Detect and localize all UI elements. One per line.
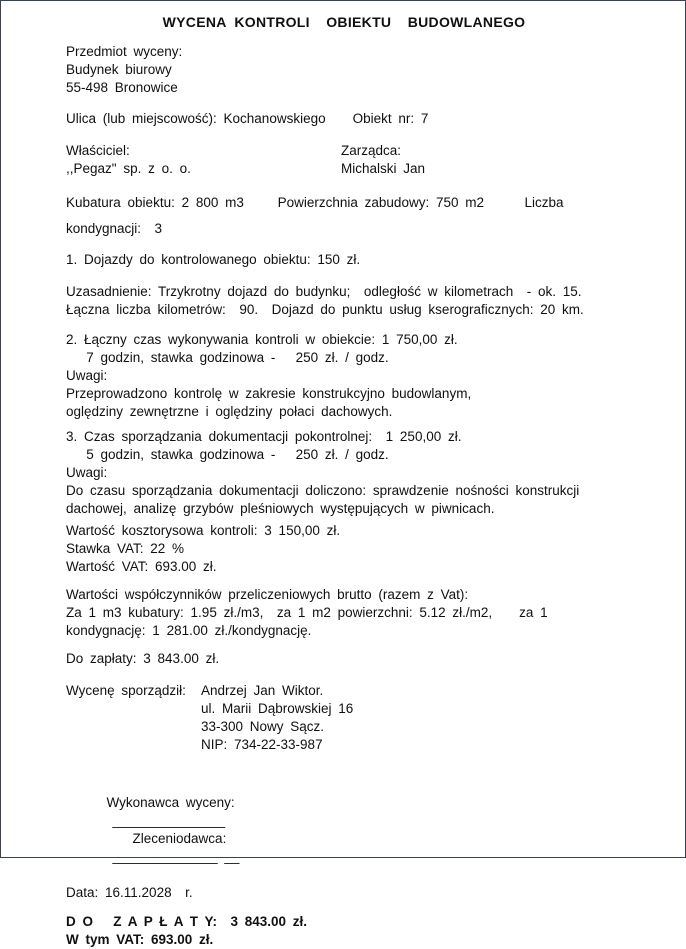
item-3-line-1: 3. Czas sporządzania dokumentacji pokontrolnej: 1 250,00 zł. (66, 429, 462, 444)
item-1-justification (66, 283, 647, 319)
parties-section (66, 142, 647, 178)
location-section (66, 110, 647, 128)
metrics-line-1: Kubatura obiektu: 2 800 m3 Powierzchnia zabudowy: 750 m2 Liczba (66, 195, 564, 210)
owner-name: ,,Pegaz" sp. z o. o. (66, 161, 191, 176)
coefficients-line-1: Wartości współczynników przeliczeniowych brutto (razem z Vat): (66, 587, 469, 602)
justification-line-1: Uzasadnienie: Trzykrotny dojazd do budynku; odległość w kilometrach - ok. 15. (66, 284, 582, 299)
manager-name: Michalski Jan (341, 161, 426, 176)
client-label: Zleceniodawca: (132, 831, 227, 846)
street-and-object-line: Ulica (lub miejscowość): Kochanowskiego Obiekt nr: 7 (66, 111, 429, 126)
item-2-notes-line-1: Przeprowadzono kontrolę w zakresie konstrukcyjno budowlanym, (66, 386, 472, 401)
author-nip: NIP: 734-22-33-987 (201, 737, 323, 752)
subject-building: Budynek biurowy (66, 62, 172, 77)
item-2-line-1: 2. Łączny czas wykonywania kontroli w obiekcie: 1 750,00 zł. (66, 332, 458, 347)
totals-section (66, 522, 647, 576)
summary-section (66, 913, 647, 949)
metrics-line-2: kondygnacji: 3 (66, 221, 163, 236)
author-details (201, 682, 353, 754)
manager-label: Zarządca: (341, 143, 402, 158)
item-3-notes-line-2: dachowej, analizę grzybów pleśniowych występujących w piwnicach. (66, 501, 495, 516)
amount-due-section (66, 650, 647, 668)
estimate-value-line: Wartość kosztorysowa kontroli: 3 150,00 zł. (66, 523, 341, 538)
subject-city: 55-498 Bronowice (66, 80, 178, 95)
owner-label: Właściciel: (66, 143, 130, 158)
owner-column (66, 142, 341, 178)
summary-vat-line: W tym VAT: 693.00 zł. (66, 932, 214, 947)
item-2-notes-label: Uwagi: (66, 368, 108, 383)
author-section (66, 682, 647, 754)
author-street: ul. Marii Dąbrowskiej 16 (201, 701, 354, 716)
subject-section (66, 43, 647, 97)
author-label: Wycenę sporządził: (66, 683, 186, 698)
contractor-label: Wykonawca wyceny: (106, 795, 235, 810)
document-title: WYCENA KONTROLI OBIEKTU BUDOWLANEGO (162, 14, 526, 30)
signature-row (66, 776, 647, 884)
item-1-line: 1. Dojazdy do kontrolowanego obiektu: 150 zł. (66, 252, 361, 267)
item-3-line-2: 5 godzin, stawka godzinowa - 250 zł. / godz. (66, 447, 389, 462)
author-city: 33-300 Nowy Sącz. (201, 719, 325, 734)
vat-value-line: Wartość VAT: 693.00 zł. (66, 559, 217, 574)
item-2-notes-line-2: oględziny zewnętrzne i oględziny połaci dachowych. (66, 404, 393, 419)
item-1-travel-section (66, 251, 647, 269)
coefficients-line-2: Za 1 m3 kubatury: 1.95 zł./m3, za 1 m2 powierzchni: 5.12 zł./m2, za 1 (66, 605, 548, 620)
coefficients-section (66, 586, 647, 640)
building-metrics-section (66, 194, 647, 238)
item-3-documentation-time-section (66, 428, 647, 518)
amount-due-line: Do zapłaty: 3 843.00 zł. (66, 651, 220, 666)
client-signature-line: ______________ __ (112, 849, 240, 864)
summary-pay-line: D O Z A P Ł A T Y: 3 843.00 zł. (66, 914, 308, 929)
contractor-signature-line: _______________ (112, 813, 226, 828)
item-3-notes-line-1: Do czasu sporządzania dokumentacji doliczono: sprawdzenie nośności konstrukcji (66, 483, 580, 498)
manager-column (341, 142, 425, 178)
item-2-inspection-time-section (66, 331, 647, 421)
coefficients-line-3: kondygnację: 1 281.00 zł./kondygnację. (66, 623, 312, 638)
item-3-notes-label: Uwagi: (66, 465, 108, 480)
date-line: Data: 16.11.2028 r. (66, 885, 193, 900)
author-name: Andrzej Jan Wiktor. (201, 683, 324, 698)
justification-line-2: Łączna liczba kilometrów: 90. Dojazd do punktu usług kserograficznych: 20 km. (66, 302, 584, 317)
signatures-section (66, 776, 647, 902)
vat-rate-line: Stawka VAT: 22 % (66, 541, 185, 556)
subject-label: Przedmiot wyceny: (66, 44, 183, 59)
item-2-line-2: 7 godzin, stawka godzinowa - 250 zł. / godz. (66, 350, 389, 365)
